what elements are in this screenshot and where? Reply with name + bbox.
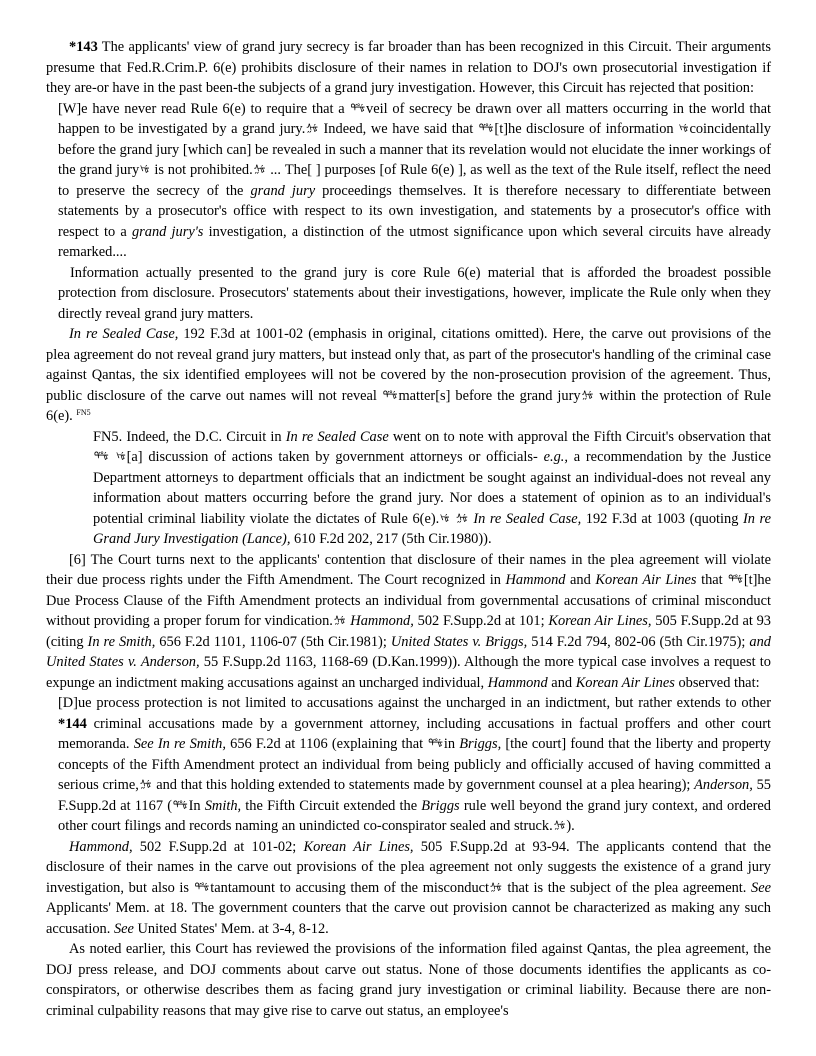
paragraph-as-noted: As noted earlier, this Court has reviewed the provisions of the information filed against Qantas, the plea agreement, the DOJ press release, and DOJ comments about carve out status. None of those documents identifies the applicants as co-conspirators, or otherwise describes them as facing grand jury investigation or criminal liability. Because there are non-criminal culpability reasons that may give rise to carve out status, an employee's [46, 941, 771, 1019]
paragraph-due-process: [6] The Court turns next to the applicants' contention that disclosure of their names in the plea agreement will violate their due process rights under the Fifth Amendment. The Court recognized in Hammond and Korean Air Lines that ᢡᢠ[t]he Due Process Clause of the Fifth Amendment protects an individual from governmental accusations of criminal misconduct without providing a proper forum for vindication.ᢢᢠ Hammond, 502 F.Supp.2d at 101; Korean Air Lines, 505 F.Supp.2d at 93 (citing In re Smith, 656 F.2d 1101, 1106-07 (5th Cir.1981); United States v. Briggs, 514 F.2d 794, 802-06 (5th Cir.1975); and United States v. Anderson, 55 F.Supp.2d 1163, 1168-69 (D.Kan.1999)). Although the more typical case involves a request to expunge an indictment making accusations against an uncharged individual, Hammond and Korean Air Lines observed that: [46, 551, 772, 691]
paragraph-hammond: Hammond, 502 F.Supp.2d at 101-02; Korean Air Lines, 505 F.Supp.2d at 93-94. The applicants contend that the disclosure of their names in the carve out provisions of the plea agreement not only suggests the existence of a grand jury investigation, but also is ᢡᢠtantamount to accusing them of the misconductᢢᢠ that is the subject of the plea agreement. See Applicants' Mem. at 18. The government counters that the carve out provision cannot be characterized as making any such accusation. See United States' Mem. at 3-4, 8-12. [46, 838, 772, 937]
paragraph-143: *143 The applicants' view of grand jury secrecy is far broader than has been recognized in this Circuit. Their arguments presume that Fed.R.Crim.P. 6(e) prohibits disclosure of their names in relation to DOJ's own prosecutorial investigation if they are-or have in the past been-the subjects of a grand jury investigation. However, this Circuit has rejected that position: [46, 39, 771, 96]
document-page [46, 37, 771, 1021]
star-page-143: *143 [69, 39, 98, 55]
footnote-ref-fn5[interactable]: FN5 [76, 408, 91, 417]
mojibake-open-quote: ᢡᢠ [350, 102, 366, 114]
footnote-fn5: FN5. Indeed, the D.C. Circuit in In re Sealed Case went on to note with approval the Fifth Circuit's observation that ᢡᢠ ᢣᢠ[a] discussion of actions taken by government attorneys or officials- e.g., a recommendation by the Justice Department attorneys to department officials that an indictment be sought against an individual-does not reveal any information about matters occurring before the grand jury. Nor does a statement of opinion as to an individual's potential criminal liability violate the dictates of Rule 6(e).ᢣᢠ ᢢᢠ In re Sealed Case, 192 F.3d at 1003 (quoting In re Grand Jury Investigation (Lance), 610 F.2d 202, 217 (5th Cir.1980)). [93, 428, 771, 547]
block-quote-2: Information actually presented to the grand jury is core Rule 6(e) material that is afforded the broadest possible protection from disclosure. Prosecutors' statements about their investigations, however, implicate the Rule only when they directly reveal grand jury matters. [58, 264, 771, 322]
paragraph-sealed-case: In re Sealed Case, 192 F.3d at 1001-02 (emphasis in original, citations omitted). Here, the carve out provisions of the plea agreement do not reveal grand jury matters, but instead only that, as part of the prosecutor's handling of the criminal case against Qantas, the six identified employees will not be covered by the non-prosecution provision of the agreement. Thus, public disclosure of the carve out names will not reveal ᢡᢠmatter[s] before the grand juryᢢᢠ within the protection of Rule 6(e). $^{FN5}$ [46, 326, 772, 424]
block-quote-1: [W]e have never read Rule 6(e) to require that a ᢡᢠveil of secrecy be drawn over all matters occurring in the world that happen to be investigated by a grand jury.ᢢᢠ Indeed, we have said that ᢡᢠ[t]he disclosure of information ᢣᢠcoincidentally before the grand jury [which can] be revealed in such a manner that its revelation would not elucidate the inner workings of the grand juryᢣᢠ is not prohibited.ᢢᢠ ... The[ ] purposes [of Rule 6(e) ], as well as the text of the Rule itself, reflect the need to preserve the secrecy of the grand jury proceedings themselves. It is therefore necessary to differentiate between statements by a prosecutor's office with respect to its own investigation, and statements by a prosecutor's office with respect to a grand jury's investigation, a distinction of the utmost significance upon which several circuits have already remarked.... [58, 100, 772, 260]
block-quote-3: [D]ue process protection is not limited to accusations against the uncharged in an indictment, but rather extends to other *144 criminal accusations made by a government attorney, including accusations in factual proffers and other court memoranda. See In re Smith, 656 F.2d at 1106 (explaining that ᢡᢠin Briggs, [the court] found that the liberty and property concepts of the Fifth Amendment protect an individual from being publicly and officially accused of having committed a serious crime,ᢢᢠ and that this holding extended to statements made by government counsel at a plea hearing); Anderson, 55 F.Supp.2d at 1167 (ᢡᢠIn Smith, the Fifth Circuit extended the Briggs rule well beyond the grand jury context, and ordered other court filings and records naming an unindicted co-conspirator sealed and struck.ᢢᢠ). [58, 695, 772, 834]
star-page-144: *144 [58, 715, 87, 732]
